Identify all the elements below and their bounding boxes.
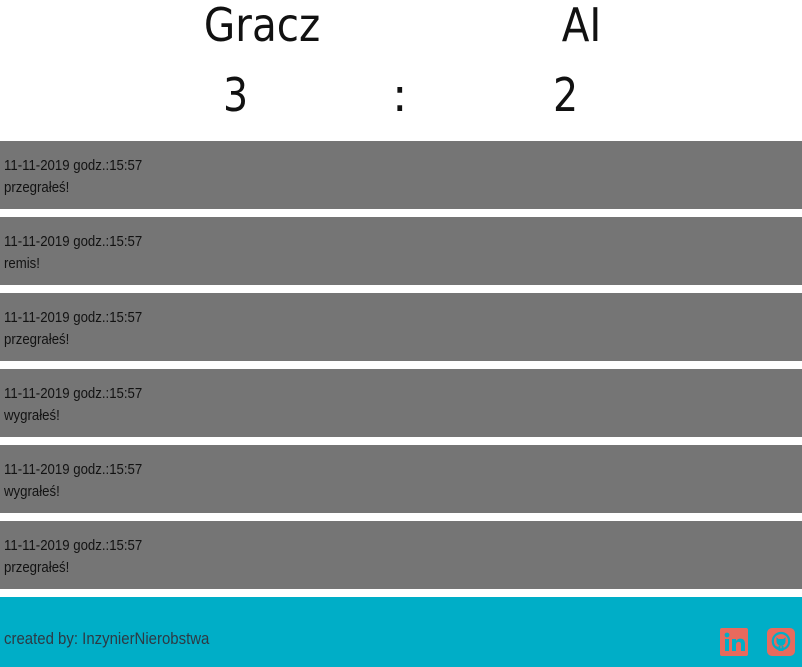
linkedin-link[interactable] [720, 628, 748, 656]
history-date: 11-11-2019 godz.:15:57 [4, 157, 143, 174]
footer-credit: created by: InzynierNierobstwa [4, 629, 210, 648]
history-item [0, 445, 802, 513]
history-item [0, 141, 802, 209]
github-icon [767, 628, 795, 656]
github-link[interactable] [767, 628, 795, 656]
score-right: 2 [553, 68, 579, 122]
footer [0, 597, 802, 667]
history-result: wygrałeś! [4, 483, 60, 500]
history-date: 11-11-2019 godz.:15:57 [4, 385, 143, 402]
history-item [0, 369, 802, 437]
history-result: wygrałeś! [4, 407, 60, 424]
history-date: 11-11-2019 godz.:15:57 [4, 461, 143, 478]
history-date: 11-11-2019 godz.:15:57 [4, 537, 143, 554]
history-result: przegrałeś! [4, 559, 70, 576]
history-result: przegrałeś! [4, 179, 70, 196]
score-separator: : [392, 68, 408, 122]
player-name-right: AI [561, 0, 602, 52]
history-item [0, 521, 802, 589]
scoreboard [0, 0, 802, 141]
history-date: 11-11-2019 godz.:15:57 [4, 309, 143, 326]
history-item [0, 217, 802, 285]
linkedin-icon [720, 628, 748, 656]
score-left: 3 [223, 68, 249, 122]
history-item [0, 293, 802, 361]
history-date: 11-11-2019 godz.:15:57 [4, 233, 143, 250]
history-result: przegrałeś! [4, 331, 70, 348]
player-name-left: Gracz [203, 0, 321, 52]
history-result: remis! [4, 255, 40, 272]
game-history [0, 141, 802, 597]
